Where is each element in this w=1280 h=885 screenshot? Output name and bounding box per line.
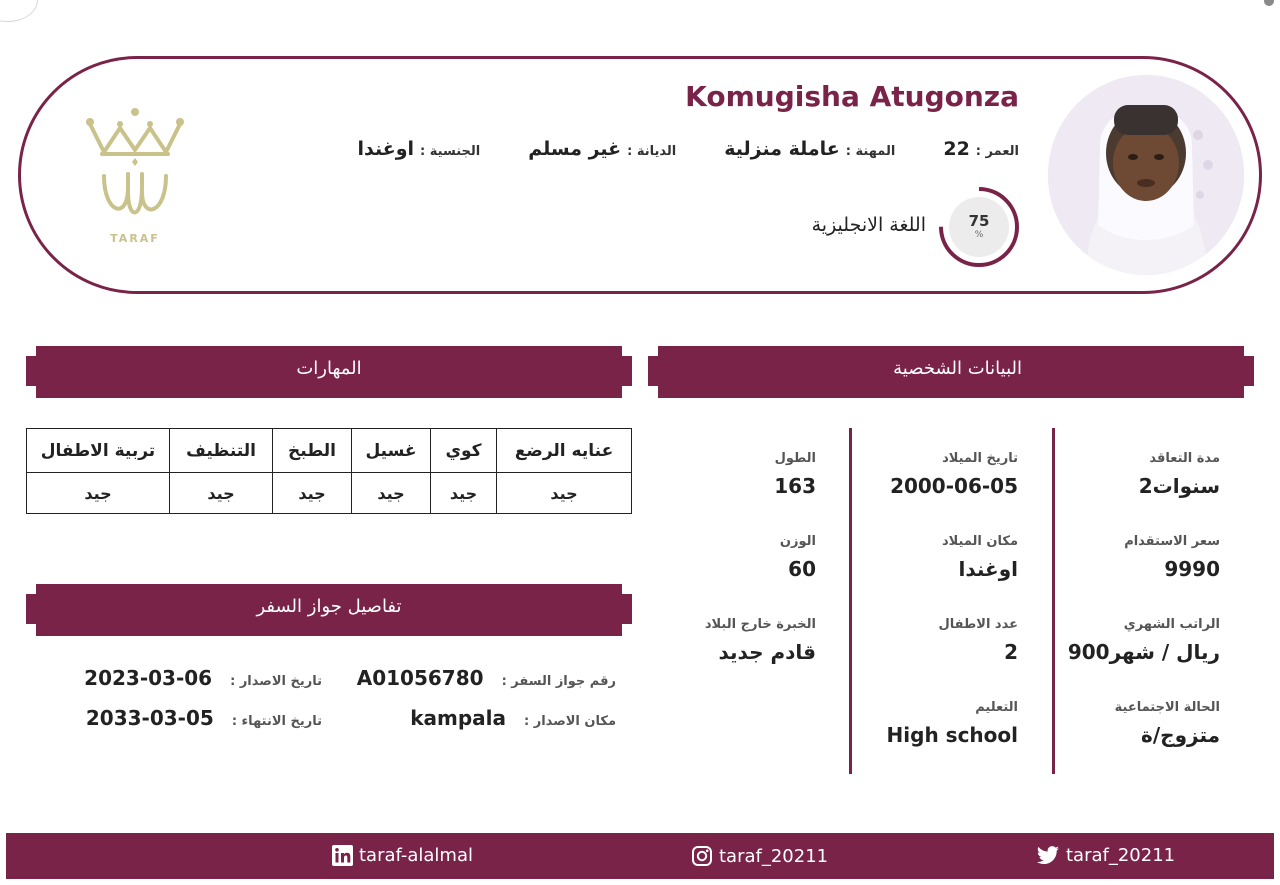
- skill-rating: جيد: [431, 473, 497, 514]
- skills-banner: [26, 346, 632, 398]
- height-field: [646, 451, 816, 498]
- education-label: التعليم: [975, 700, 1018, 715]
- monthly-salary-value: 900ريال / شهر: [1067, 640, 1220, 664]
- language-label: اللغة الانجليزية: [811, 214, 926, 236]
- passport-number-value: A01056780: [356, 666, 484, 690]
- height-label: الطول: [774, 451, 816, 466]
- birth-date-value: 2000-06-05: [890, 474, 1018, 498]
- birth-place-label: مكان الميلاد: [941, 534, 1018, 549]
- height-value: 163: [774, 474, 816, 498]
- age-value: 22: [943, 138, 970, 160]
- monthly-salary-label: الراتب الشهري: [1123, 617, 1220, 632]
- passport-issue-place-field: [410, 706, 616, 730]
- skill-rating: جيد: [170, 473, 273, 514]
- marital-status-field: [1050, 700, 1220, 747]
- contract-duration-field: [1050, 451, 1220, 498]
- contract-duration-value: 2سنوات: [1138, 474, 1220, 498]
- nationality-value: اوغندا: [357, 138, 415, 160]
- experience-abroad-value: قادم جديد: [718, 640, 816, 664]
- recruitment-price-label: سعر الاستقدام: [1124, 534, 1220, 549]
- weight-field: [646, 534, 816, 581]
- nationality-field: [358, 138, 481, 160]
- religion-label: الديانة :: [627, 144, 677, 159]
- skills-header-row: [27, 429, 632, 473]
- weight-label: الوزن: [779, 534, 816, 549]
- instagram-handle: taraf_20211: [719, 845, 829, 867]
- passport-banner: [26, 584, 632, 636]
- linkedin-icon: [332, 845, 353, 866]
- logo-text: TARAF: [110, 232, 160, 245]
- marital-status-value: متزوج/ة: [1141, 723, 1220, 747]
- religion-value: غير مسلم: [528, 138, 622, 160]
- nationality-label: الجنسية :: [420, 144, 481, 159]
- profession-value: عاملة منزلية: [724, 138, 840, 160]
- corner-decoration: [0, 0, 38, 22]
- experience-abroad-field: [646, 617, 816, 664]
- recruitment-price-field: [1050, 534, 1220, 581]
- twitter-icon: [1036, 846, 1060, 866]
- age-label: العمر :: [975, 144, 1019, 159]
- passport-issue-date-label: تاريخ الاصدار :: [230, 674, 322, 689]
- birth-date-field: [848, 451, 1018, 498]
- worker-name: Komugisha Atugonza: [685, 80, 1019, 113]
- passport-expiry-value: 2033-03-05: [85, 706, 214, 730]
- education-value: High school: [886, 723, 1018, 747]
- skill-header: عنايه الرضع: [497, 429, 632, 473]
- skill-header: التنظيف: [170, 429, 273, 473]
- skills-title: المهارات: [296, 358, 362, 379]
- weight-value: 60: [788, 557, 816, 581]
- instagram-link[interactable]: [691, 845, 828, 867]
- religion-field: [528, 138, 676, 160]
- children-count-field: [848, 617, 1018, 664]
- passport-expiry-field: [86, 706, 322, 730]
- language-percent: 75: [968, 212, 990, 230]
- passport-issue-date-field: [84, 666, 322, 690]
- worker-photo: [1048, 75, 1244, 275]
- profession-field: [724, 138, 895, 160]
- skill-header: تربية الاطفال: [27, 429, 170, 473]
- language-progress-ring: [938, 186, 1020, 268]
- passport-issue-place-label: مكان الاصدار :: [524, 714, 616, 729]
- passport-number-field: [357, 666, 616, 690]
- children-count-value: 2: [1004, 640, 1018, 664]
- age-field: [943, 138, 1019, 160]
- instagram-icon: [691, 845, 713, 867]
- worker-meta-row: [358, 138, 1020, 160]
- skill-rating: جيد: [497, 473, 632, 514]
- recruitment-price-value: 9990: [1164, 557, 1220, 581]
- monthly-salary-field: [1050, 617, 1220, 664]
- linkedin-link[interactable]: [332, 845, 473, 866]
- birth-place-value: اوغندا: [958, 557, 1018, 581]
- experience-abroad-label: الخبرة خارج البلاد: [704, 617, 816, 632]
- twitter-handle: taraf_20211: [1066, 845, 1176, 866]
- marital-status-label: الحالة الاجتماعية: [1114, 700, 1220, 715]
- skill-header: غسيل: [352, 429, 431, 473]
- skills-table: [26, 428, 632, 514]
- taraf-logo: [82, 102, 188, 248]
- passport-issue-place-value: kampala: [410, 706, 507, 730]
- twitter-link[interactable]: [1036, 845, 1175, 866]
- passport-issue-date-value: 2023-03-06: [84, 666, 213, 690]
- profession-label: المهنة :: [845, 144, 896, 159]
- skill-header: كوي: [431, 429, 497, 473]
- passport-title: تفاصيل جواز السفر: [256, 596, 402, 617]
- linkedin-handle: taraf-alalmal: [359, 845, 473, 866]
- passport-expiry-label: تاريخ الانتهاء :: [231, 714, 322, 729]
- children-count-label: عدد الاطفال: [938, 617, 1018, 632]
- skill-rating: جيد: [352, 473, 431, 514]
- personal-data-title: البيانات الشخصية: [893, 358, 1022, 379]
- footer-bar: [6, 833, 1274, 879]
- skill-header: الطبخ: [273, 429, 352, 473]
- passport-number-label: رقم جواز السفر :: [501, 674, 616, 689]
- birth-date-label: تاريخ الميلاد: [942, 451, 1018, 466]
- scroll-indicator[interactable]: [1264, 0, 1274, 6]
- personal-data-banner: [648, 346, 1254, 398]
- skill-rating: جيد: [27, 473, 170, 514]
- education-field: [848, 700, 1018, 747]
- skill-rating: جيد: [273, 473, 352, 514]
- contract-duration-label: مدة التعاقد: [1149, 451, 1220, 466]
- language-percent-sign: %: [974, 230, 984, 240]
- birth-place-field: [848, 534, 1018, 581]
- skills-value-row: [27, 473, 632, 514]
